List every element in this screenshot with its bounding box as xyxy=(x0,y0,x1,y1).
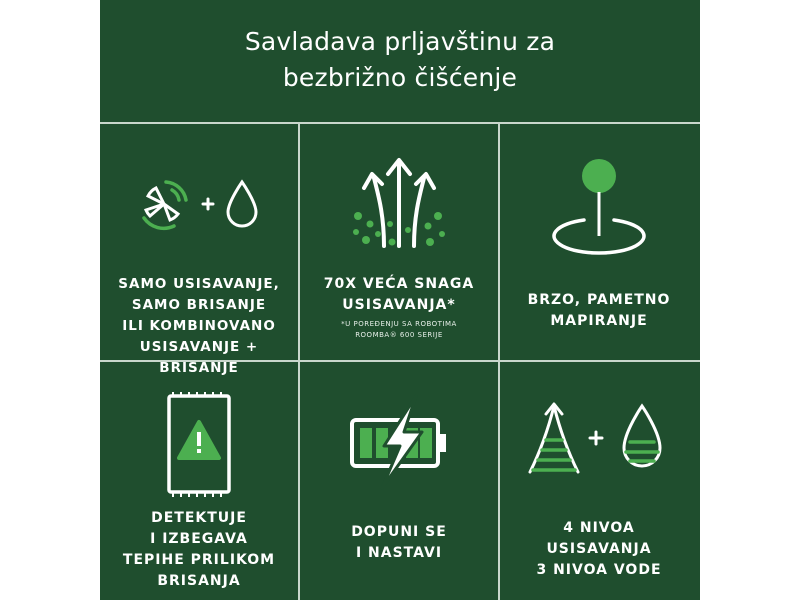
caption-line: I NASTAVI xyxy=(355,545,443,561)
caption-line: 70X VEĆA SNAGA xyxy=(323,276,475,292)
headline xyxy=(100,0,700,120)
caption-carpet-detection xyxy=(100,508,298,592)
feature-cleaning-modes xyxy=(100,124,298,376)
caption-recharge-resume xyxy=(300,522,498,564)
caption-line: ILI KOMBINOVANO xyxy=(122,318,276,334)
caption-power-levels xyxy=(500,518,698,581)
caption-line: USISAVANJE + BRISANJE xyxy=(139,339,259,376)
feature-grid xyxy=(100,122,700,600)
caption-line: MAPIRANJE xyxy=(550,313,648,329)
feature-smart-mapping xyxy=(500,124,698,360)
caption-smart-mapping xyxy=(500,290,698,332)
caption-line: I IZBEGAVA xyxy=(150,531,248,547)
caption-line: 3 NIVOA VODE xyxy=(536,562,662,578)
caption-line: BRZO, PAMETNO xyxy=(527,292,671,308)
feature-suction-power xyxy=(300,124,498,360)
footnote-line: *U POREĐENJU SA ROBOTIMA xyxy=(341,320,457,328)
caption-line: SAMO USISAVANJE, xyxy=(118,276,280,292)
suction-arrows-icon xyxy=(300,154,498,254)
fan-plus-drop-icon xyxy=(100,174,298,234)
headline-line-2: bezbrižno čišćenje xyxy=(282,63,518,92)
battery-charge-icon xyxy=(300,392,498,492)
caption-line: SAMO BRISANJE xyxy=(131,297,267,313)
caption-line: DETEKTUJE xyxy=(151,510,247,526)
infographic-panel xyxy=(100,0,700,600)
caption-line: BRISANJA xyxy=(157,573,241,589)
caption-line: USISAVANJA xyxy=(546,541,652,557)
caption-line: USISAVANJA* xyxy=(342,297,456,313)
feature-recharge-resume xyxy=(300,362,498,598)
footnote-line: ROOMBA® 600 SERIJE xyxy=(355,331,443,339)
caption-suction-power xyxy=(300,274,498,341)
caption-line: DOPUNI SE xyxy=(351,524,447,540)
headline-line-1: Savladava prljavštinu za xyxy=(244,27,556,56)
suction-levels-plus-water-icon xyxy=(500,400,698,480)
map-pin-icon xyxy=(500,154,698,264)
feature-power-levels xyxy=(500,362,698,598)
caption-line: 4 NIVOA xyxy=(563,520,635,536)
caption-line: TEPIHE PRILIKOM xyxy=(122,552,276,568)
carpet-warning-icon xyxy=(100,390,298,500)
feature-carpet-detection xyxy=(100,362,298,598)
